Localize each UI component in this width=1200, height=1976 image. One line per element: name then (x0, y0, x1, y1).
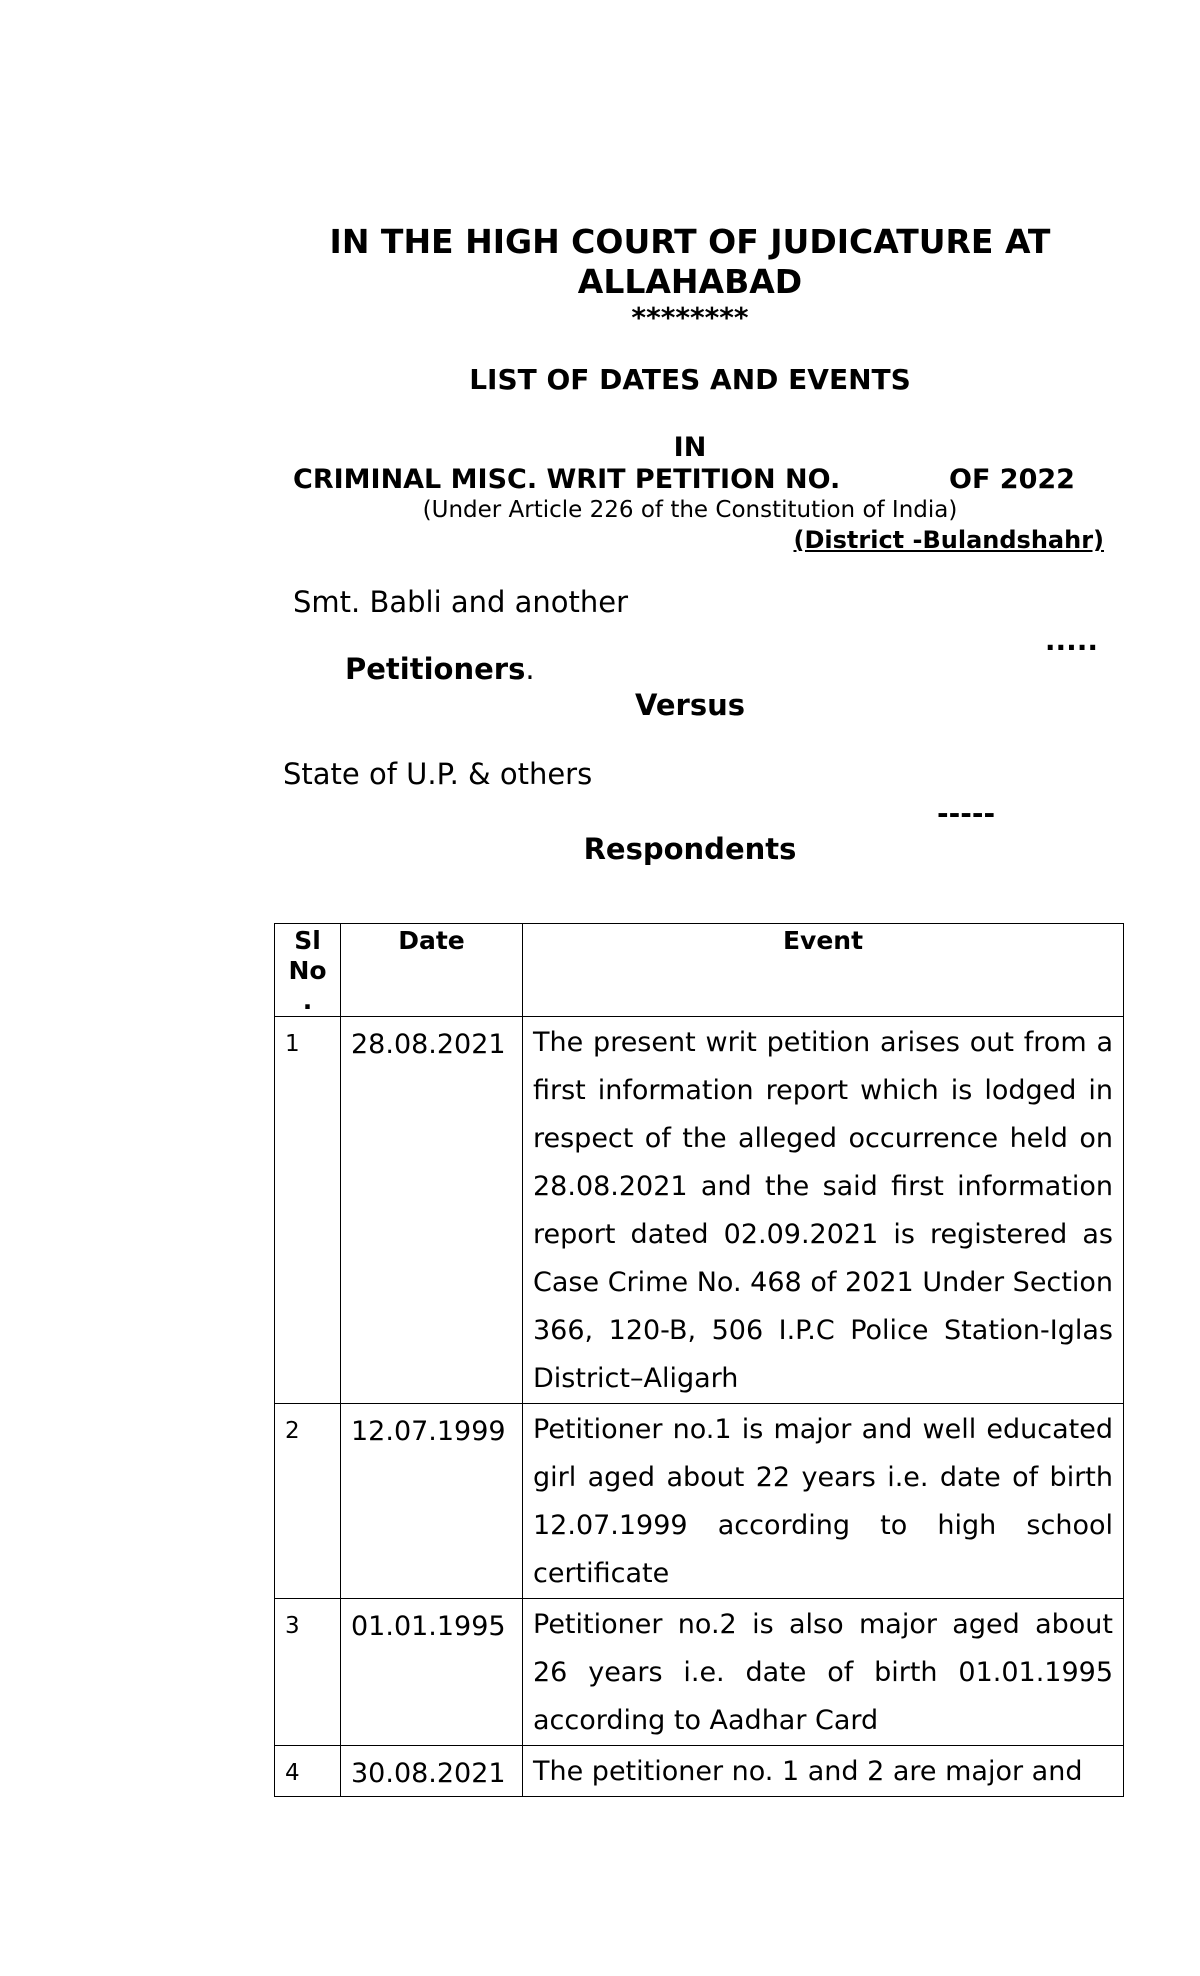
table-row (275, 1599, 1124, 1746)
court-heading (250, 222, 1130, 302)
row-date: 12.07.1999 (341, 1404, 523, 1599)
petitioner-label-line (345, 652, 535, 686)
row-sl: 3 (275, 1599, 341, 1746)
table-header-row (275, 924, 1124, 1017)
row-event: The petitioner no. 1 and 2 are major and (523, 1746, 1124, 1797)
row-event: The present writ petition arises out from a first information report which is lodged in respect of the alleged occurrence held on 28.08.2021 and the said first information report dated 02.09.2021 is registered as Case Crime No. 468 of 2021 Under Section 366, 120-B, 506 I.P.C Police Station-Iglas District–Aligarh (523, 1017, 1124, 1404)
table-row (275, 1404, 1124, 1599)
respondent-label: Respondents (583, 832, 797, 866)
row-sl: 1 (275, 1017, 341, 1404)
petition-label: CRIMINAL MISC. WRIT PETITION NO. (293, 464, 841, 495)
row-sl: 2 (275, 1404, 341, 1599)
petitioner-name: Smt. Babli and another (293, 585, 629, 619)
row-date: 30.08.2021 (341, 1746, 523, 1797)
respondent-dashes: ----- (937, 797, 996, 830)
respondent-name: State of U.P. & others (283, 757, 593, 791)
row-event: Petitioner no.2 is also major aged about 26 years i.e. date of birth 01.01.1995 according to Aadhar Card (523, 1599, 1124, 1746)
row-date: 01.01.1995 (341, 1599, 523, 1746)
court-line-1: IN THE HIGH COURT OF JUDICATURE AT (329, 222, 1051, 261)
header-event: Event (523, 924, 1124, 1017)
district: (District -Bulandshahr) (793, 526, 1104, 554)
header-date: Date (341, 924, 523, 1017)
list-title: LIST OF DATES AND EVENTS (469, 363, 911, 396)
petition-number-line (293, 464, 1075, 495)
row-date: 28.08.2021 (341, 1017, 523, 1404)
under-article: (Under Article 226 of the Constitution of India) (422, 497, 958, 523)
dates-events-table (274, 923, 1124, 1797)
table-row (275, 1746, 1124, 1797)
petitioner-period: . (525, 652, 535, 686)
row-sl: 4 (275, 1746, 341, 1797)
petition-year: OF 2022 (949, 464, 1075, 495)
row-event: Petitioner no.1 is major and well educated girl aged about 22 years i.e. date of birth 12.07.1999 according to high school certificate (523, 1404, 1124, 1599)
table-row (275, 1017, 1124, 1404)
petitioner-dots: ..... (1044, 624, 1098, 657)
in-label: IN (673, 432, 707, 463)
separator-stars: ******** (631, 301, 749, 334)
header-sl: Sl No . (275, 924, 341, 1017)
petitioner-label: Petitioners (345, 652, 526, 686)
versus: Versus (635, 688, 745, 722)
court-line-2: ALLAHABAD (577, 262, 803, 301)
